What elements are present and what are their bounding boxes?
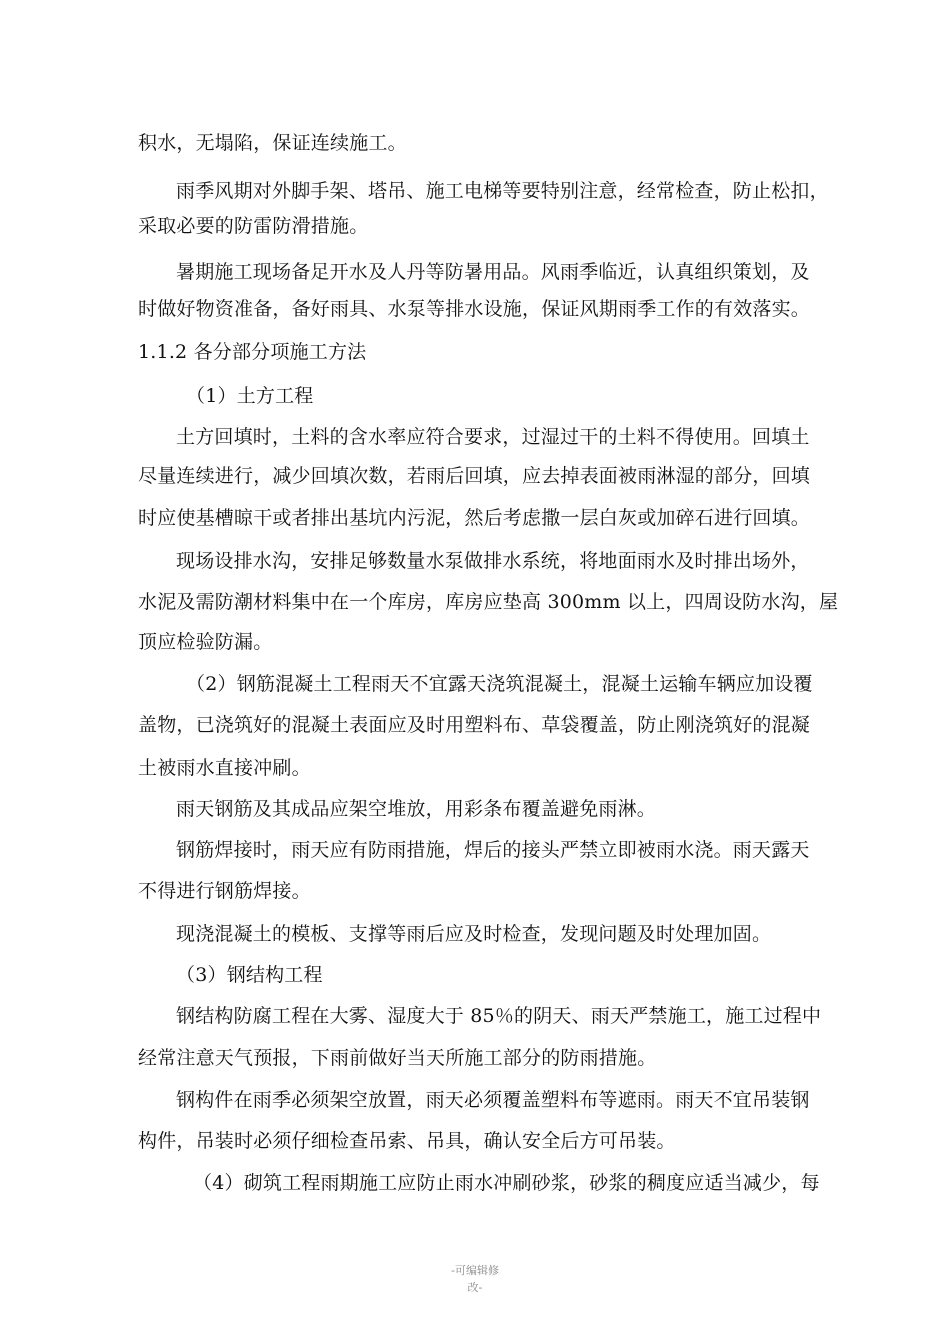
text-line: 水泥及需防潮材料集中在一个库房，库房应垫高 300mm 以上，四周设防水沟，屋 xyxy=(138,591,839,613)
text-line: 不得进行钢筋焊接。 xyxy=(138,880,311,902)
section-heading: 1.1.2 各分部分项施工方法 xyxy=(138,341,367,363)
subsection-heading: （3）钢结构工程 xyxy=(176,964,323,986)
text-line: 暑期施工现场备足开水及人丹等防暑用品。风雨季临近，认真组织策划，及 xyxy=(176,261,810,283)
text-line: 经常注意天气预报，下雨前做好当天所施工部分的防雨措施。 xyxy=(138,1047,657,1069)
text-line: （2）钢筋混凝土工程雨天不宜露天浇筑混凝土，混凝土运输车辆应加设覆 xyxy=(186,673,813,695)
text-line: 积水，无塌陷，保证连续施工。 xyxy=(138,132,407,154)
text-line: 构件，吊装时必须仔细检查吊索、吊具，确认安全后方可吊装。 xyxy=(138,1130,676,1152)
text-line: 钢构件在雨季必须架空放置，雨天必须覆盖塑料布等遮雨。雨天不宜吊装钢 xyxy=(176,1089,810,1111)
page-footer-line1: -可编辑修 xyxy=(451,1264,499,1277)
text-line: 雨季风期对外脚手架、塔吊、施工电梯等要特别注意，经常检查，防止松扣， xyxy=(176,180,829,202)
text-line: 雨天钢筋及其成品应架空堆放，用彩条布覆盖避免雨淋。 xyxy=(176,798,657,820)
text-line: （4）砌筑工程雨期施工应防止雨水冲刷砂浆，砂浆的稠度应适当减少，每 xyxy=(193,1172,820,1194)
text-line: 采取必要的防雷防滑措施。 xyxy=(138,215,369,237)
text-line: 时做好物资准备，备好雨具、水泵等排水设施，保证风期雨季工作的有效落实。 xyxy=(138,298,811,320)
text-line: 钢结构防腐工程在大雾、湿度大于 85％的阴天、雨天严禁施工，施工过程中 xyxy=(176,1005,822,1027)
text-line: 钢筋焊接时，雨天应有防雨措施，焊后的接头严禁立即被雨水浇。雨天露天 xyxy=(176,839,810,861)
text-line: 土被雨水直接冲刷。 xyxy=(138,757,311,779)
text-line: 盖物，已浇筑好的混凝土表面应及时用塑料布、草袋覆盖，防止刚浇筑好的混凝 xyxy=(138,714,811,736)
text-line: 顶应检验防漏。 xyxy=(138,631,273,653)
subsection-heading: （1）土方工程 xyxy=(186,385,314,407)
text-line: 现场设排水沟，安排足够数量水泵做排水系统，将地面雨水及时排出场外， xyxy=(176,550,810,572)
text-line: 土方回填时，土料的含水率应符合要求，过湿过干的土料不得使用。回填土 xyxy=(176,426,810,448)
text-line: 现浇混凝土的模板、支撑等雨后应及时检查，发现问题及时处理加固。 xyxy=(176,923,772,945)
text-line: 尽量连续进行，减少回填次数，若雨后回填，应去掉表面被雨淋湿的部分，回填 xyxy=(138,465,811,487)
text-line: 时应使基槽晾干或者排出基坑内污泥，然后考虑撒一层白灰或加碎石进行回填。 xyxy=(138,507,811,529)
page-footer-line2: 改- xyxy=(467,1281,483,1294)
